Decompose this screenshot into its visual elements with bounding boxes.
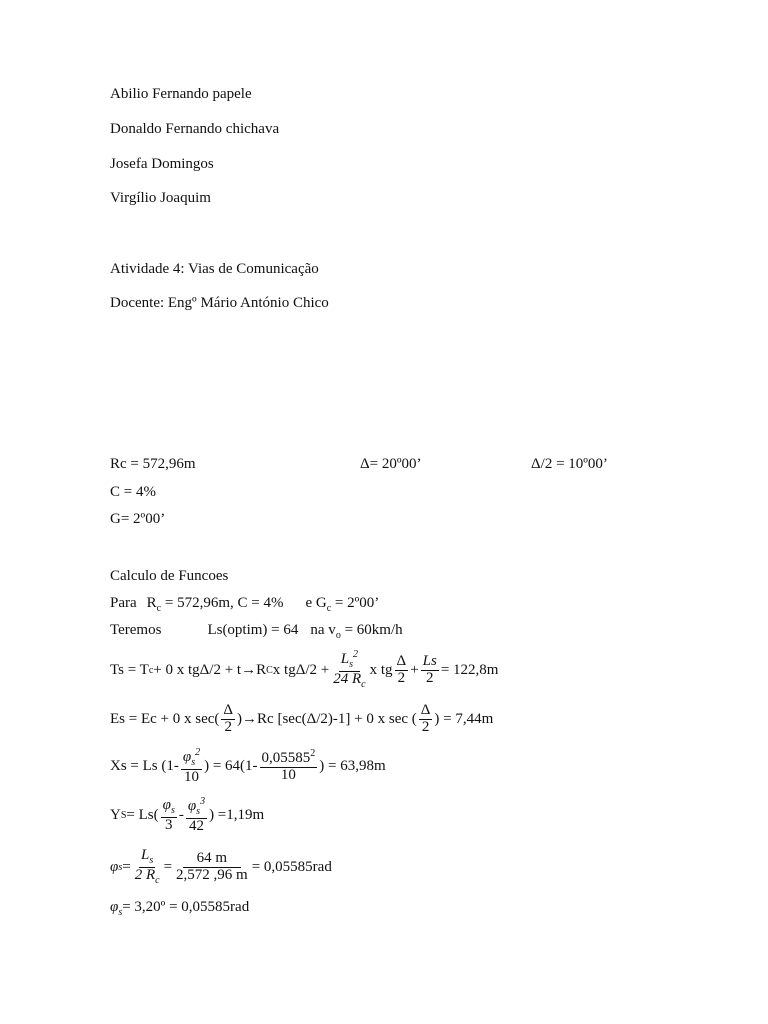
given-half-delta: Δ/2 = 10º00’ bbox=[531, 456, 608, 472]
es-equation: Es = Ec + 0 x sec( $\frac{\Delta}{2}$ ) → Rc [sec(Δ/2)-1] + 0 x sec ( $\frac{\Delta}{2}$ ) = 7,44m bbox=[110, 702, 494, 735]
author-4: Virgílio Joaquim bbox=[110, 190, 211, 206]
para-line: Para $R_c = 572,96m$, C = 4% e $G_c$ = 2º00’ bbox=[110, 595, 380, 614]
calc-heading: Calculo de Funcoes bbox=[110, 568, 229, 584]
phi-fraction-1: $\frac{L_s}{2 R_c}$ bbox=[134, 847, 160, 886]
ts-fraction-delta-2: $\frac{\Delta}{2}$ bbox=[396, 652, 407, 686]
es-fraction-1: $\frac{\Delta}{2}$ bbox=[223, 702, 234, 735]
xs-fraction-1: $\frac{\varphi_s^2}{10}$ bbox=[182, 747, 201, 785]
author-2: Donaldo Fernando chichava bbox=[110, 121, 280, 137]
author-1: Abilio Fernando papele bbox=[110, 86, 252, 102]
ys-fraction-1: $\frac{\varphi_s}{3}$ bbox=[162, 797, 175, 833]
teremos-line: Teremos Ls(optim) = 64 na $v_o = 60km/h$ bbox=[110, 622, 403, 641]
xs-equation: Xs = Ls (1- $\frac{\varphi_s^2}{10}$ ) = 64(1- $\frac{0,05585^2}{10}$ ) = 63,98m bbox=[110, 747, 386, 785]
given-rc: Rc = 572,96m bbox=[110, 456, 196, 472]
ys-fraction-2: $\frac{\varphi_s^3}{42}$ bbox=[187, 796, 206, 834]
es-fraction-2: $\frac{\Delta}{2}$ bbox=[420, 702, 431, 735]
teacher-line: Docente: Engº Mário António Chico bbox=[110, 295, 329, 311]
given-delta: Δ= 20º00’ bbox=[360, 456, 422, 472]
phi-degrees-line: $\varphi_s=$ 3,20º = 0,05585rad bbox=[110, 899, 250, 918]
phi-fraction-2: $\frac{64 m}{2,572 ,96 m}$ bbox=[176, 849, 248, 883]
given-c: C = 4% bbox=[110, 484, 156, 500]
ys-equation: Y S = Ls( $\frac{\varphi_s}{3}$ - $\frac{\varphi_s^3}{42}$ ) =1,19m bbox=[110, 796, 265, 834]
ts-equation: Ts = T c + 0 x tgΔ/2 + t → R C x tgΔ/2 + $\frac{L_s^2}{24 R_c}$ x tg $\frac{\Delta}{2}$ + $\frac{Ls}{2}$ = 122,8m bbox=[110, 649, 499, 690]
xs-fraction-2: $\frac{0,05585^2}{10}$ bbox=[261, 748, 316, 784]
given-g: G= 2º00’ bbox=[110, 511, 166, 527]
activity-title: Atividade 4: Vias de Comunicação bbox=[110, 261, 319, 277]
author-3: Josefa Domingos bbox=[110, 156, 214, 172]
phi-equation: φ s = $\frac{L_s}{2 R_c}$ = $\frac{64 m}{2,572 ,96 m}$ = 0,05585rad bbox=[110, 847, 332, 886]
ts-fraction-ls2-24rc: $\frac{L_s^2}{24 R_c}$ bbox=[333, 649, 366, 690]
ts-fraction-ls-2: $\frac{Ls}{2}$ bbox=[422, 652, 437, 686]
